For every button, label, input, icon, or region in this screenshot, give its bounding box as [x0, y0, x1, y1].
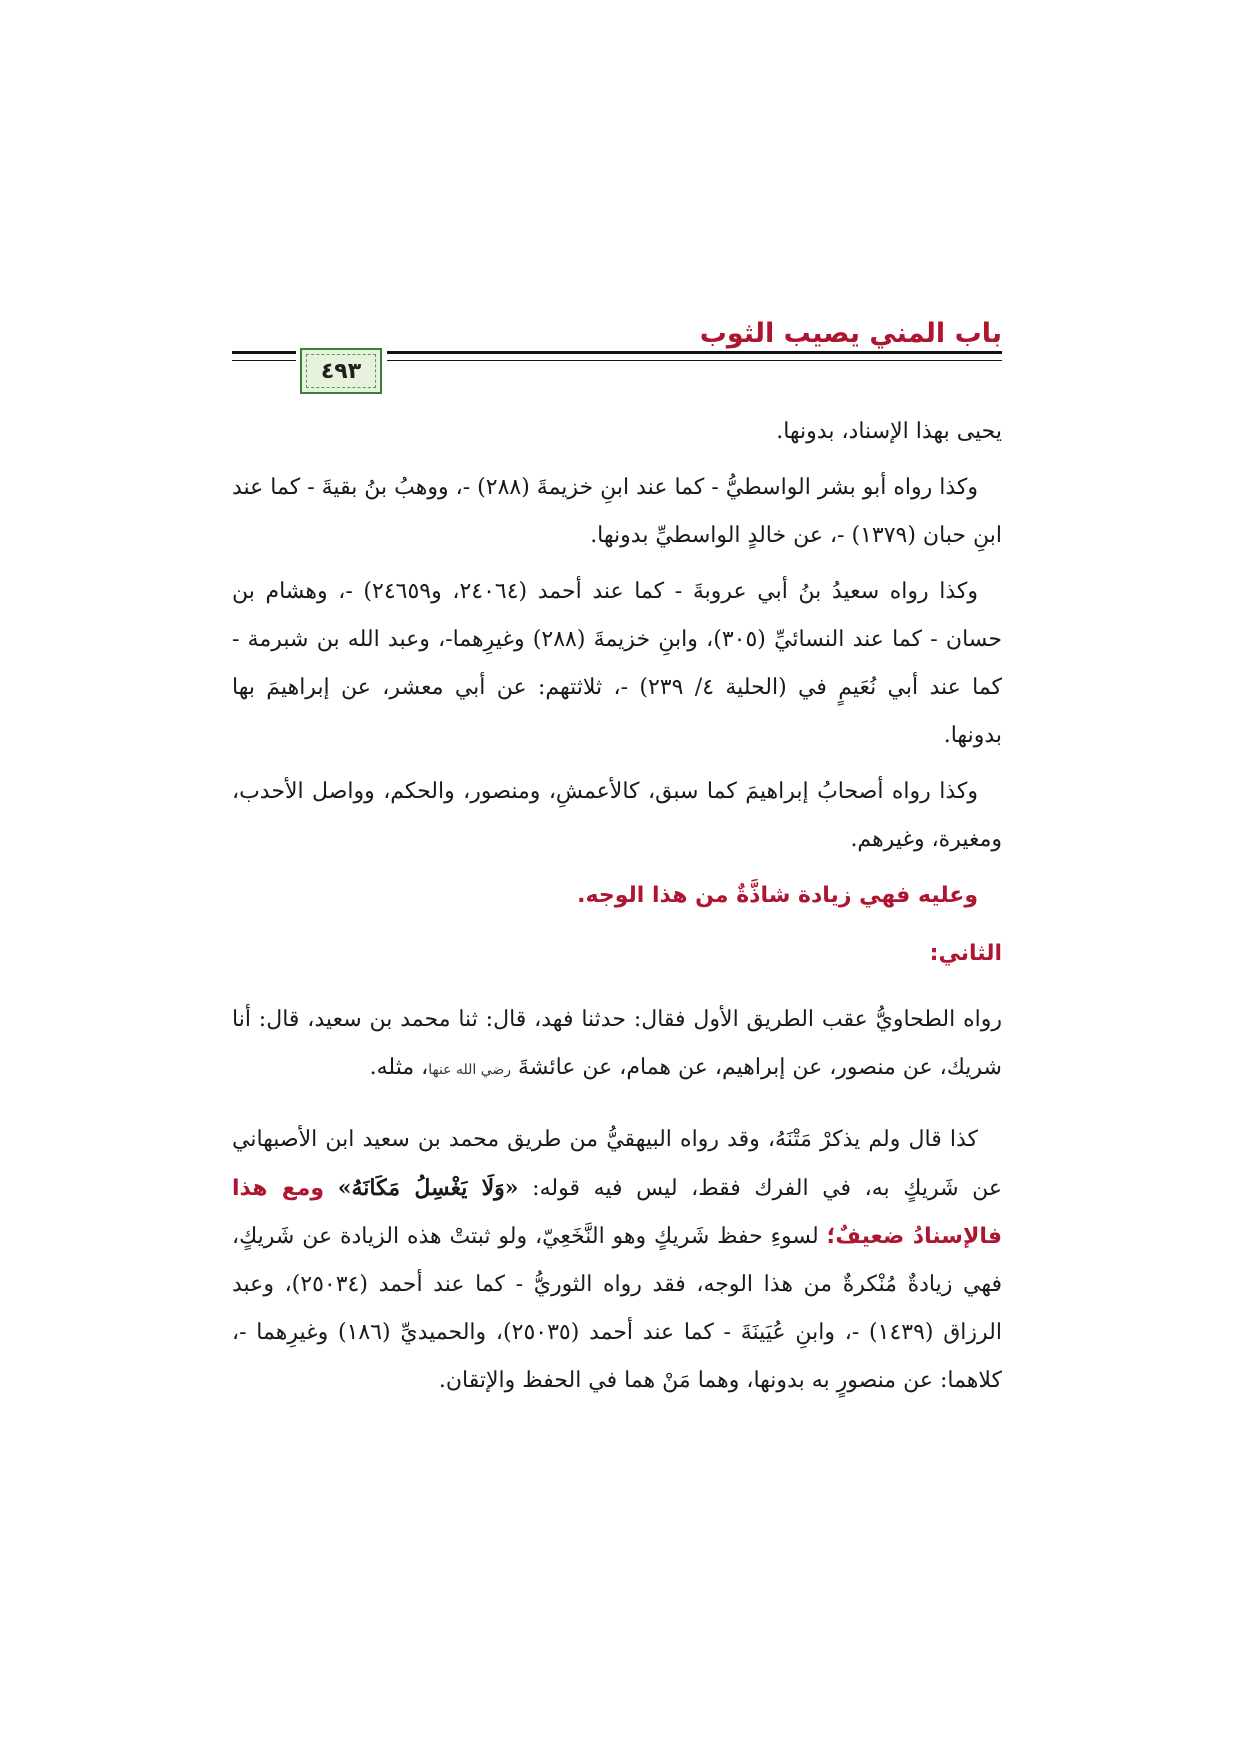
header-rule-top	[387, 351, 1002, 354]
page-body	[232, 408, 1002, 1413]
paragraph-1: يحيى بهذا الإسناد، بدونها.	[776, 419, 1002, 444]
paragraph-3: وكذا رواه سعيدُ بنُ أبي عروبةَ - كما عند أحمد (٢٤٠٦٤، و٢٤٦٥٩) -، وهشام بن حسان - كما عند النسائيِّ (٣٠٥)، وابنِ خزيمةَ (٢٨٨) وغيرِهما-، وعبد الله بن شبرمة - كما عند أبي نُعَيمٍ في (الحلية ٤/ ٢٣٩) -، ثلاثتهم: عن أبي معشر، عن إبراهيمَ بها بدونها.	[232, 579, 1003, 748]
paragraph-6	[232, 1116, 1002, 1405]
chapter-title: باب المني يصيب الثوب	[699, 318, 1002, 349]
header-rule-bottom	[387, 360, 1002, 361]
spacer	[232, 1102, 1002, 1116]
header-rule-left-top	[232, 351, 296, 354]
page-number: ٤٩٣	[320, 358, 362, 384]
honorific-glyph: رضي الله عنها	[428, 1062, 512, 1078]
page-number-ornament	[300, 348, 382, 394]
paragraph-5-text: رواه الطحاويُّ عقب الطريق الأول فقال: حدثنا فهد، قال: ثنا محمد بن سعيد، قال: أنا شريك، عن منصور، عن إبراهيم، عن همام، عن عائشةَ	[232, 1007, 1002, 1080]
paragraph-6-start: كذا قال ولم يذكرْ مَتْنَهُ، وقد رواه البيهقيُّ من طريق محمد بن سعيد ابن الأصبهاني عن شَريكٍ به، في الفرك فقط، ليس فيه قوله:	[232, 1127, 1003, 1201]
section-heading: الثاني:	[929, 941, 1002, 966]
emphasis-red: ومع هذا فالإسنادُ ضعيفٌ؛	[232, 1176, 1002, 1249]
page-header	[232, 318, 1002, 418]
quoted-hadith: «وَلَا يَغْسِلُ مَكَانَهُ»	[337, 1175, 519, 1201]
paragraph-2: وكذا رواه أبو بشر الواسطيُّ - كما عند ابنِ خزيمةَ (٢٨٨) -، ووهبُ بنُ بقيةَ - كما عند ابنِ حبان (١٣٧٩) -، عن خالدٍ الواسطيِّ بدونها.	[232, 475, 1002, 548]
paragraph-5-end: ، مثله.	[369, 1055, 429, 1080]
conclusion-note: وعليه فهي زيادة شاذَّةٌ من هذا الوجه.	[577, 883, 978, 908]
paragraph-6-rest: لسوءِ حفظ شَريكٍ وهو النَّخَعِيّ، ولو ثبتتْ هذه الزيادة عن شَريكٍ، فهي زيادةٌ مُنْكرةٌ من هذا الوجه، فقد رواه الثوريُّ - كما عند أحمد (٢٥٠٣٤)، وعبد الرزاق (١٤٣٩) -، وابنِ عُيَينَةَ - كما عند أحمد (٢٥٠٣٥)، والحميديِّ (١٨٦) وغيرِهما -، كلاهما: عن منصورٍ به بدونها، وهما مَنْ هما في الحفظ والإتقان.	[232, 1224, 1002, 1393]
paragraph-4: وكذا رواه أصحابُ إبراهيمَ كما سبق، كالأعمشِ، ومنصور، والحكم، وواصل الأحدب، ومغيرة، وغيرهم.	[232, 779, 1002, 852]
paragraph-5	[232, 996, 1002, 1094]
header-rule-left-bottom	[232, 360, 296, 361]
